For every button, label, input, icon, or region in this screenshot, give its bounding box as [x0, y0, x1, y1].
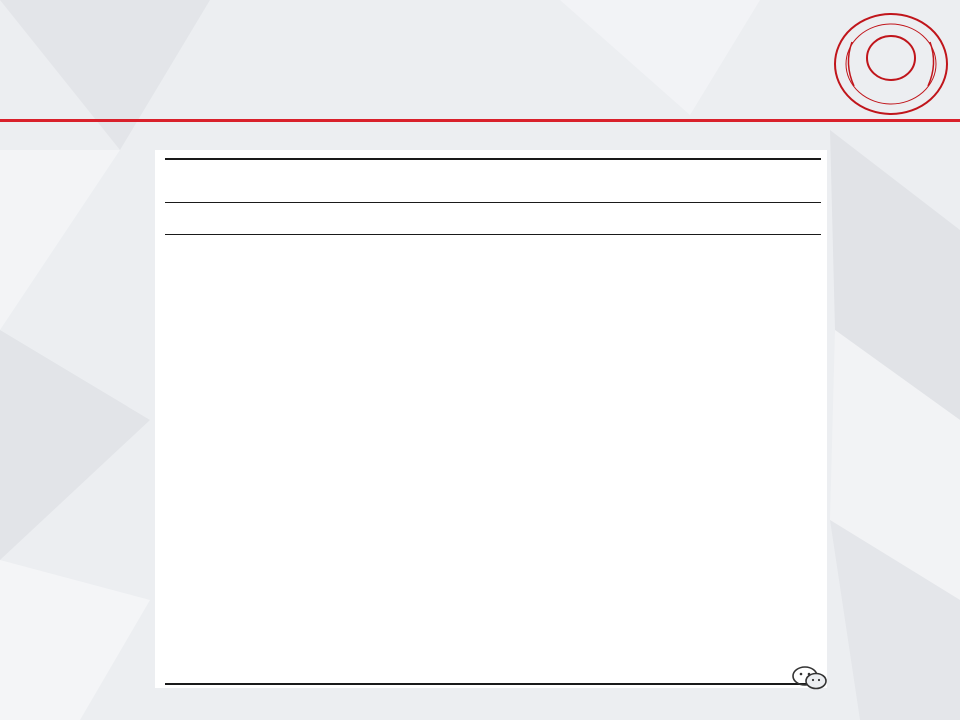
header-bottom-rule: [165, 234, 821, 235]
header-top-rule: [165, 202, 821, 203]
table-panel: [155, 150, 827, 688]
table-caption: [167, 169, 173, 188]
wechat-icon: [790, 664, 830, 692]
table-bottom-rule: [165, 683, 821, 685]
title-divider: [0, 119, 960, 122]
table-top-rule: [165, 158, 821, 160]
logo: [832, 12, 950, 116]
